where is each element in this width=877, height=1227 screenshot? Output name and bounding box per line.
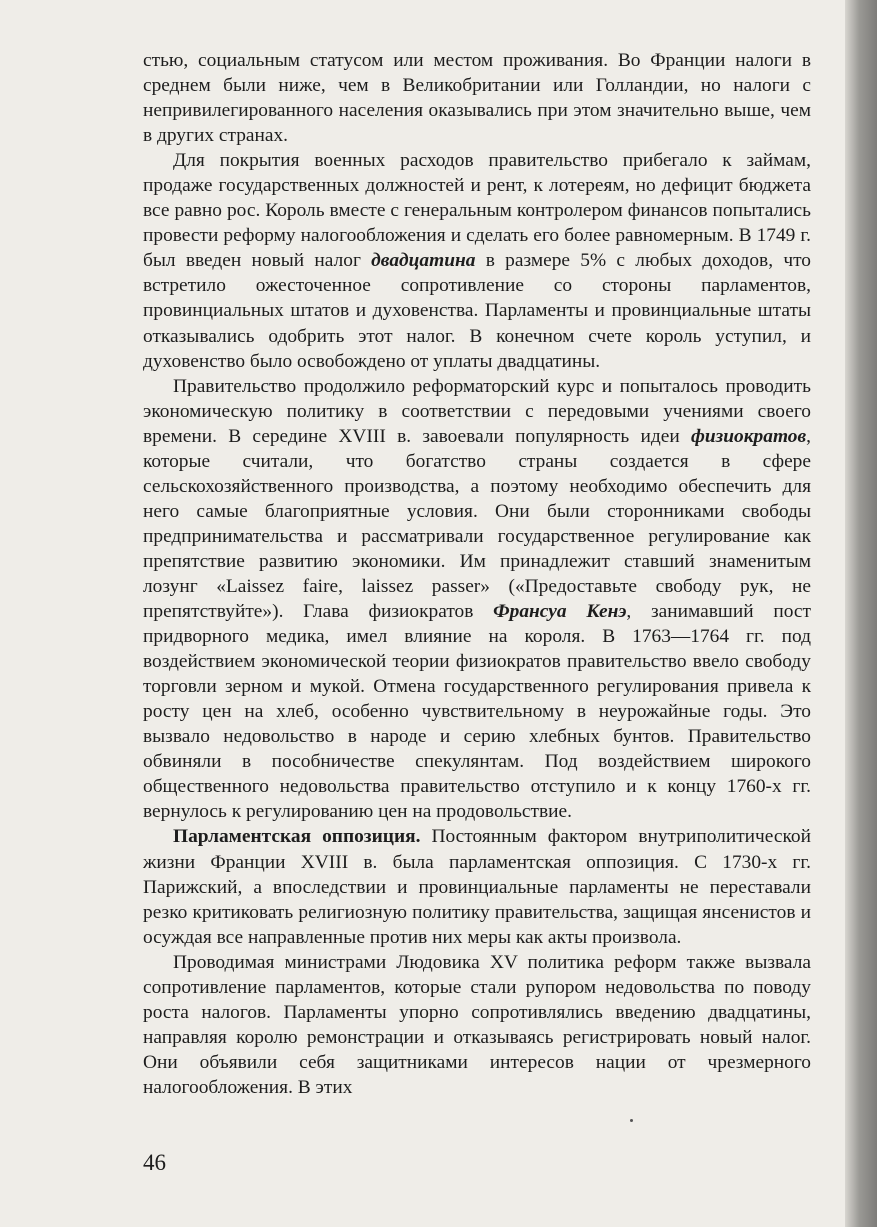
- paragraph-3: [143, 374, 811, 825]
- paragraph-3-text-c: , занимавший пост придворного медика, имел влияние на короля. В 1763—1764 гг. под воздействием экономической теории физиократов правительство ввело свободу торговли зерном и мукой. Отмена государственного регулирования привела к росту цен на хлеб, особенно чувствительному в неурожайные годы. Это вызвало недовольство в народе и серию хлебных бунтов. Правительство обвиняли в пособничестве спекулянтам. Под воздействием широкого общественного недовольства правительство отступило и к концу 1760-х гг. вернулось к регулированию цен на продовольствие.: [143, 601, 811, 823]
- term-physiocrats: физиократов: [691, 425, 807, 447]
- paragraph-1: [143, 48, 811, 148]
- paragraph-5-text: Проводимая министрами Людовика XV политика реформ также вызвала сопротивление парламентов, которые стали рупором недовольства по поводу роста налогов. Парламенты упорно сопротивлялись введению двадцатины, направляя королю ремонстрации и отказываясь регистрировать новый налог. Они объявили себя защитниками интересов нации от чрезмерного налогообложения. В этих: [143, 951, 811, 1098]
- paragraph-5: [143, 950, 811, 1100]
- page-number: 46: [143, 1150, 166, 1175]
- body-text: [143, 48, 811, 1100]
- paragraph-4: [143, 824, 811, 949]
- term-dvadtsatina: двадцатина: [371, 250, 476, 272]
- paragraph-3-text-b: , которые считали, что богатство страны создается в сфере сельскохозяйственного производства, а поэтому необходимо обеспечить для него самые благоприятные условия. Они были сторонниками свободы предпринимательства и рассматривали государственное регулирование как препятствие развитию экономики. Им принадлежит ставший знаменитым лозунг «Laissez faire, laissez passer» («Предоставьте свободу рук, не препятствуйте»). Глава физиократов: [143, 425, 811, 623]
- paragraph-2-text-a: Для покрытия военных расходов правительство прибегало к займам, продаже государственных должностей и рент, к лотереям, но дефицит бюджета все равно рос. Король вместе с генеральным контролером финансов попытались провести реформу налогообложения и сделать его более равномерным. В 1749 г. был введен новый налог: [143, 150, 811, 272]
- paragraph-4-text: Постоянным фактором внутриполитической жизни Франции XVIII в. была парламентская оппозиция. С 1730-х гг. Парижский, а впоследствии и провинциальные парламенты не переставали резко критиковать религиозную политику правительства, защищая янсенистов и осуждая все направленные против них меры как акты произвола.: [143, 826, 812, 948]
- ink-speck: [630, 1119, 633, 1122]
- paragraph-2: [143, 148, 811, 373]
- paragraph-3-text-a: Правительство продолжило реформаторский курс и попыталось проводить экономическую политику в соответствии с передовыми учениями своего времени. В середине XVIII в. завоевали популярность идеи: [143, 375, 811, 447]
- paragraph-2-text-b: в размере 5% с любых доходов, что встретило ожесточенное сопротивление со стороны парламентов, провинциальных штатов и духовенства. Парламенты и провинциальные штаты отказывались одобрить этот налог. В конечном счете король уступил, и духовенство было освобождено от уплаты двадцатины.: [143, 250, 811, 372]
- section-heading: Парламентская оппозиция.: [173, 826, 421, 848]
- term-quesnay: Франсуа Кенэ: [493, 601, 627, 623]
- book-spine-shadow: [845, 0, 877, 1227]
- paragraph-1-text: стью, социальным статусом или местом проживания. Во Франции налоги в среднем были ниже, чем в Великобритании или Голландии, но налоги с непривилегированного населения оказывались при этом значительно выше, чем в других странах.: [143, 50, 811, 147]
